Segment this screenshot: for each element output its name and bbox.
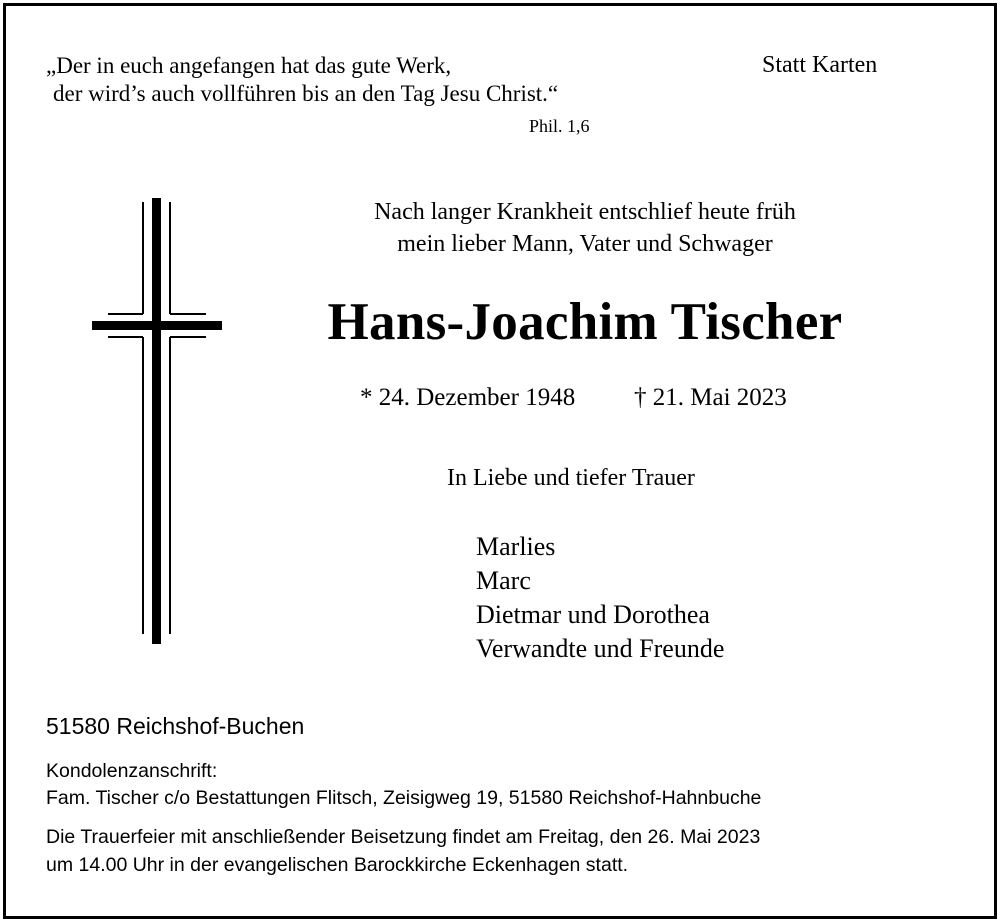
statt-karten-label: Statt Karten: [762, 52, 878, 78]
death-date: † 21. Mai 2023: [634, 384, 787, 411]
bible-verse: [46, 52, 558, 108]
deceased-name: Hans-Joachim Tischer: [327, 293, 843, 351]
family-member: Marc: [476, 566, 531, 595]
announcement-intro: [280, 196, 890, 260]
family-member: Dietmar und Dorothea: [476, 600, 710, 629]
birth-date: * 24. Dezember 1948: [360, 384, 576, 411]
family-member: Verwandte und Freunde: [476, 634, 725, 663]
service-line-2: um 14.00 Uhr in der evangelischen Barockkirche Eckenhagen statt.: [46, 854, 629, 876]
mourning-line: In Liebe und tiefer Trauer: [447, 465, 695, 491]
funeral-service-info: [46, 823, 760, 879]
verse-reference: Phil. 1,6: [529, 116, 590, 136]
family-list: [476, 530, 724, 666]
verse-line-1: „Der in euch angefangen hat das gute Werk,: [46, 53, 452, 78]
verse-line-2: der wird’s auch vollführen bis an den Tag Jesu Christ.“: [53, 81, 559, 106]
service-line-1: Die Trauerfeier mit anschließender Beisetzung findet am Freitag, den 26. Mai 2023: [46, 826, 761, 848]
family-member: Marlies: [476, 532, 556, 561]
intro-line-2: mein lieber Mann, Vater und Schwager: [397, 231, 773, 257]
condolence-address: Fam. Tischer c/o Bestattungen Flitsch, Zeisigweg 19, 51580 Reichshof-Hahnbuche: [46, 787, 762, 809]
place-line: 51580 Reichshof-Buchen: [46, 713, 305, 739]
cross-icon: [88, 194, 228, 646]
intro-line-1: Nach langer Krankheit entschlief heute früh: [374, 199, 796, 225]
condolence-label: Kondolenzanschrift:: [46, 760, 218, 782]
